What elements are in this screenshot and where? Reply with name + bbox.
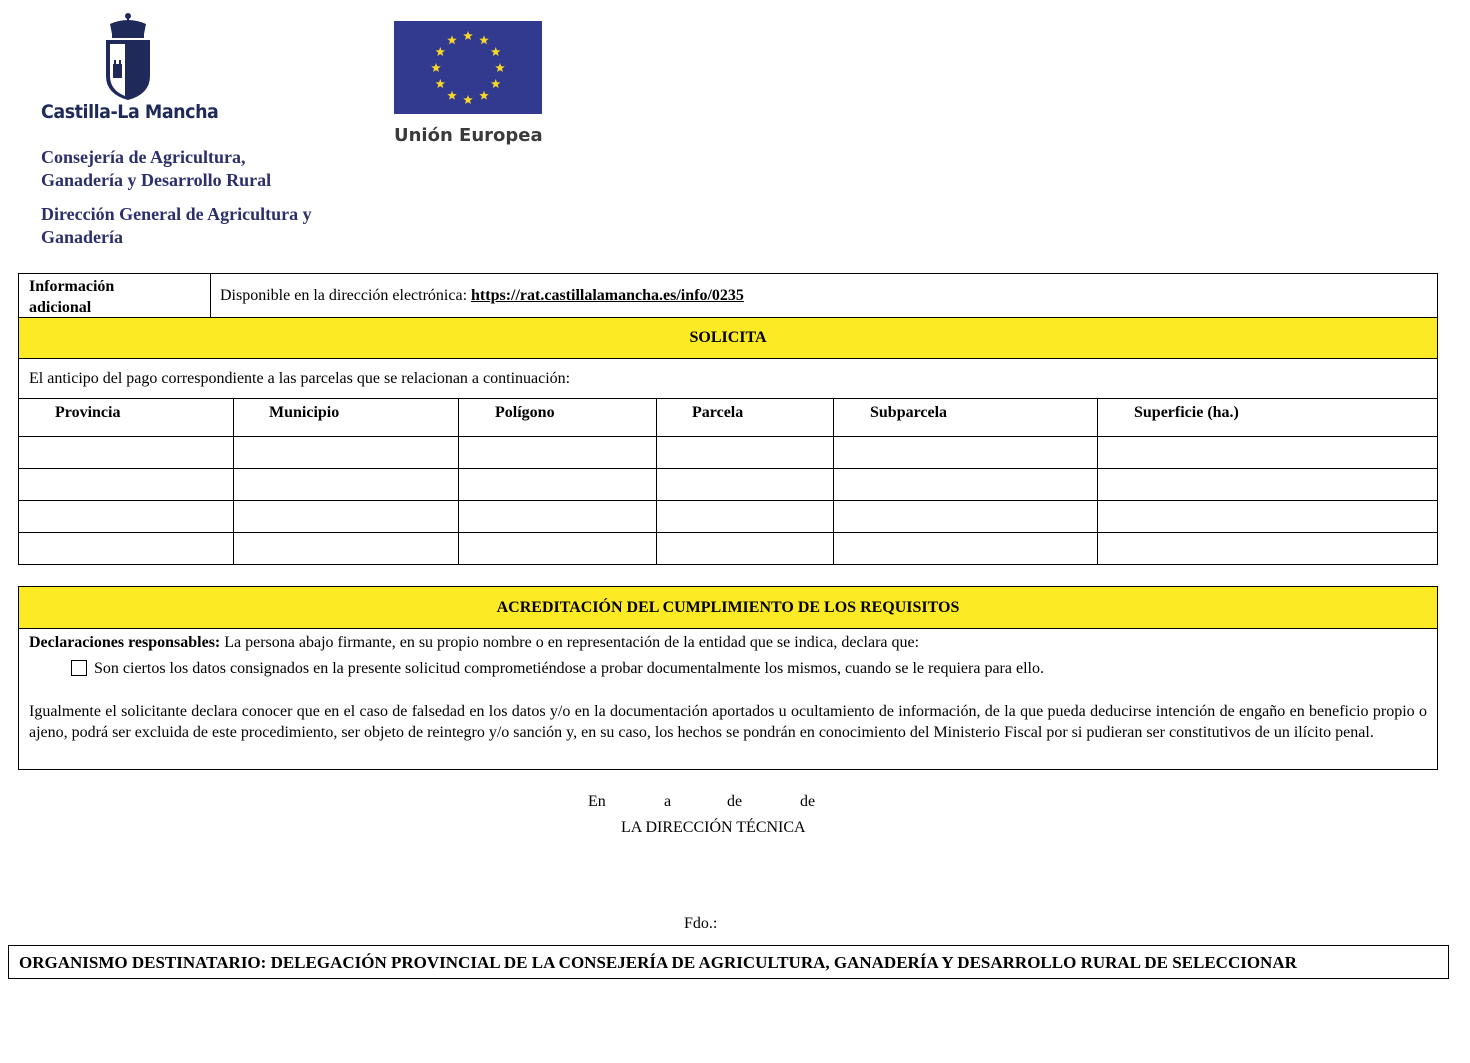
solicita-table [18, 273, 1438, 565]
department-name: Consejería de Agricultura, Ganadería y Desarrollo Rural [41, 147, 272, 190]
place-a: a [664, 793, 672, 810]
place-de-1: de [727, 793, 743, 810]
eu-logo-text: Unión Europea [394, 125, 543, 146]
parcel-cell-input[interactable] [661, 533, 829, 564]
place-en: En [588, 793, 606, 810]
place-de-2: de [800, 793, 816, 810]
column-poligono: Polígono [495, 404, 555, 421]
parcel-cell-input[interactable] [838, 469, 1093, 500]
parcel-cell-input[interactable] [238, 501, 454, 532]
signature-fdo: Fdo.: [684, 915, 718, 932]
parcel-cell-input[interactable] [463, 501, 652, 532]
parcel-cell-input[interactable] [238, 437, 454, 468]
parcel-cell-input[interactable] [838, 533, 1093, 564]
parcel-cell-input[interactable] [661, 501, 829, 532]
parcel-cell-input[interactable] [463, 533, 652, 564]
declaration-checkbox[interactable] [71, 660, 87, 676]
column-superficie: Superficie (ha.) [1134, 404, 1239, 421]
parcel-cell-input[interactable] [661, 437, 829, 468]
declaration-checkbox-label: Son ciertos los datos consignados en la presente solicitud comprometiéndose a probar documentalmente los mismos, cuando se le requiera para ello. [94, 660, 1044, 677]
info-label: Información adicional [29, 278, 115, 316]
solicita-header: SOLICITA [19, 318, 1437, 358]
info-link[interactable]: https://rat.castillalamancha.es/info/0235 [471, 287, 744, 304]
eu-flag-icon [394, 21, 542, 114]
info-text: Disponible en la dirección electrónica: https://rat.castillalamancha.es/info/0235 [220, 287, 744, 304]
column-subparcela: Subparcela [870, 404, 948, 421]
column-parcela: Parcela [692, 404, 744, 421]
declaraciones-line: Declaraciones responsables: La persona abajo firmante, en su propio nombre o en representación de la entidad que se indica, declara que: [29, 634, 920, 651]
region-logo-text: Castilla-La Mancha [41, 101, 219, 123]
parcel-cell-input[interactable] [23, 501, 229, 532]
column-municipio: Municipio [269, 404, 340, 421]
parcel-cell-input[interactable] [1102, 437, 1433, 468]
parcel-cell-input[interactable] [463, 469, 652, 500]
parcel-cell-input[interactable] [238, 469, 454, 500]
solicita-intro: El anticipo del pago correspondiente a las parcelas que se relacionan a continuación: [29, 370, 571, 387]
parcel-cell-input[interactable] [838, 501, 1093, 532]
signature-role: LA DIRECCIÓN TÉCNICA [621, 819, 806, 836]
parcel-cell-input[interactable] [23, 533, 229, 564]
organismo-destinatario: ORGANISMO DESTINATARIO: DELEGACIÓN PROVINCIAL DE LA CONSEJERÍA DE AGRICULTURA, GANADERÍA Y DESARROLLO RURAL DE SELECCIONAR [8, 945, 1449, 979]
parcel-cell-input[interactable] [1102, 501, 1433, 532]
parcel-cell-input[interactable] [1102, 469, 1433, 500]
acreditacion-paragraph: Igualmente el solicitante declara conocer que en el caso de falsedad en los datos y/o en la documentación aportados u ocultamiento de información, de la que pueda deducirse intención de engaño en beneficio propio o ajeno, podrá ser excluida de este procedimiento, ser objeto de reintegro y/o sanción y, en su caso, los hechos se pondrán en conocimiento del Ministerio Fiscal por si pudieran ser constitutivos de un ilícito penal. [29, 703, 1427, 741]
acreditacion-section [18, 586, 1438, 770]
parcel-cell-input[interactable] [838, 437, 1093, 468]
column-provincia: Provincia [55, 404, 121, 421]
parcel-cell-input[interactable] [463, 437, 652, 468]
parcel-cell-input[interactable] [238, 533, 454, 564]
parcel-cell-input[interactable] [23, 469, 229, 500]
acreditacion-header: ACREDITACIÓN DEL CUMPLIMIENTO DE LOS REQUISITOS [19, 587, 1437, 628]
parcel-cell-input[interactable] [1102, 533, 1433, 564]
parcel-cell-input[interactable] [23, 437, 229, 468]
parcel-cell-input[interactable] [661, 469, 829, 500]
directorate-name: Dirección General de Agricultura y Ganadería [41, 204, 312, 247]
